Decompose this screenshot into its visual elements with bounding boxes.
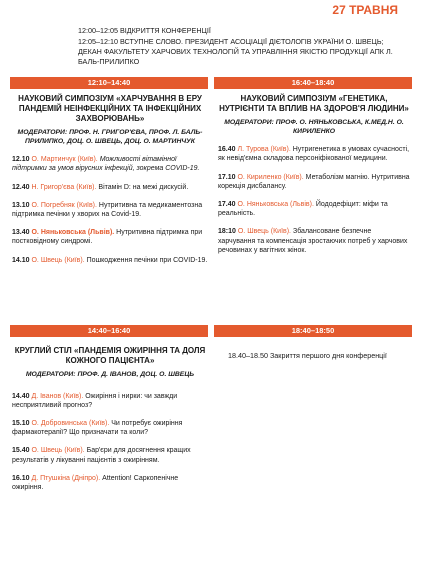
- session-block: [12, 94, 208, 265]
- talk-time: 16.40: [218, 146, 236, 154]
- talk-time: 16.10: [12, 474, 30, 482]
- talk-item: [218, 200, 410, 218]
- talk-speaker: О. Добровинська (Київ).: [31, 420, 110, 427]
- session-title: КРУГЛИЙ СТІЛ «ПАНДЕМІЯ ОЖИРІННЯ ТА ДОЛЯ КОЖНОГО ПАЦІЄНТА»: [14, 346, 206, 365]
- talk-topic: Метаболізм магнію. Нутритивна корекція дисбалансу.: [218, 173, 410, 190]
- talk-speaker: О. Погребняк (Київ).: [31, 201, 97, 209]
- talk-time: 17.10: [218, 173, 236, 181]
- talk-time: 14.40: [12, 392, 30, 400]
- closing-note: 18.40–18.50 Закриття першого дня конференції: [228, 351, 387, 360]
- session-moderators: МОДЕРАТОРИ: ПРОФ. Н. ГРИГОР'ЄВА, ПРОФ. Л. БАЛЬ-ПРИЛИПКО, ДОЦ. О. ШВЕЦЬ, ДОЦ. О. МАРТИНЧУК: [17, 129, 203, 145]
- talk-topic: Нутригенетика в умовах сучасності, як невід'ємна складова персоніфікованої медицини.: [218, 146, 410, 163]
- talk-speaker: О. Кириленко (Київ).: [237, 173, 304, 181]
- talk-item: [12, 256, 208, 265]
- session-moderators: МОДЕРАТОРИ: ПРОФ. О. НЯНЬКОВСЬКА, К.МЕД.Н. О. КИРИЛЕНКО: [224, 119, 404, 135]
- session-time-bar: 12:10–14:40: [10, 77, 208, 89]
- session-block: [12, 346, 208, 492]
- talk-time: 15.40: [12, 447, 30, 455]
- talk-speaker: Л. Турова (Київ).: [237, 146, 291, 154]
- talk-item: [12, 228, 208, 246]
- talk-speaker: О. Няньковська (Львів).: [237, 201, 314, 208]
- talk-item: [12, 474, 208, 492]
- talk-time: 15.10: [12, 420, 30, 427]
- talk-item: [218, 173, 410, 191]
- talk-speaker: О. Мартинчук (Київ).: [31, 156, 98, 164]
- talk-speaker: Н. Григор'єва (Київ).: [31, 183, 97, 191]
- talk-topic: Нутритивна та медикаментозна підтримка печінки у хворих на Covid-19.: [12, 201, 203, 218]
- talk-topic: Attention! Саркопенічне ожиріння.: [12, 474, 179, 492]
- talk-item: [12, 155, 208, 173]
- session-title: НАУКОВИЙ СИМПОЗІУМ «ГЕНЕТИКА, НУТРІЄНТИ ТА ВПЛИВ НА ЗДОРОВ'Я ЛЮДИНИ»: [219, 94, 409, 113]
- talk-time: 12.10: [12, 156, 30, 164]
- talk-item: [12, 201, 208, 219]
- talk-time: 18:10: [218, 228, 236, 236]
- talk-item: [218, 145, 410, 163]
- intro-line: 12:05–12:10 ВСТУПНЕ СЛОВО. ПРЕЗИДЕНТ АСОЦІАЦІЇ ДІЄТОЛОГІВ УКРАЇНИ О. ШВЕЦЬ; ДЕКАН ФАКУЛЬТЕТУ ХАРЧОВИХ ТЕХНОЛОГІЙ ТА УПРАВЛІННЯ ЯКІСТЮ ПРОДУКЦІЇ АПК Л. БАЛЬ-ПРИЛИПКО: [78, 37, 393, 66]
- talk-topic: Збалансоване безпечне харчування та компенсація зростаючих потреб у харчових речовинах у вагітних жінок.: [218, 228, 408, 254]
- talk-topic: Нутритивна підтримка при постковідному синдромі.: [12, 229, 203, 246]
- talk-speaker: О. Няньковська (Львів).: [31, 229, 115, 237]
- talk-time: 14.10: [12, 256, 30, 264]
- talk-speaker: О. Швець (Київ).: [31, 256, 85, 264]
- talk-item: [218, 227, 410, 255]
- talk-topic: Ожиріння і нирки: чи завжди несприятливий прогноз?: [12, 392, 178, 409]
- talk-topic: Пошкодження печінки при COVID-19.: [86, 256, 208, 264]
- intro-block: [78, 26, 398, 68]
- session-moderators: МОДЕРАТОРИ: ПРОФ. Д. ІВАНОВ, ДОЦ. О. ШВЕЦЬ: [25, 371, 195, 378]
- talk-topic: Вітамін D: на межі дискусій.: [98, 183, 189, 191]
- session-title: НАУКОВИЙ СИМПОЗІУМ «ХАРЧУВАННЯ В ЕРУ ПАНДЕМІЙ НЕІНФЕКЦІЙНИХ ТА ІНФЕКЦІЙНИХ ЗАХВОРЮВАНЬ»: [18, 94, 202, 123]
- talk-topic: Бар'єри для досягнення кращих результатів у лікуванні пацієнтів з ожирінням.: [12, 447, 191, 464]
- intro-line: 12:00–12:05 ВІДКРИТТЯ КОНФЕРЕНЦІЇ: [78, 26, 211, 35]
- talk-item: [12, 392, 208, 410]
- talk-topic: Йододефіцит: міфи та реальність.: [218, 201, 388, 218]
- session-time-bar: 18:40–18:50: [214, 325, 412, 337]
- talk-topic: Можливості вітамінної підтримки за умов вірусних інфекцій, зокрема COVID-19.: [12, 156, 200, 173]
- talk-speaker: О. Швець (Київ).: [31, 447, 85, 455]
- talk-time: 12.40: [12, 183, 30, 191]
- talk-topic: Чи потребує ожиріння фармакотерапії? Що призначати та коли?: [12, 420, 183, 437]
- date-header: 27 ТРАВНЯ: [332, 3, 398, 17]
- talk-item: [12, 446, 208, 464]
- talk-item: [12, 419, 208, 437]
- session-time-bar: 14:40–16:40: [10, 325, 208, 337]
- talk-item: [12, 183, 208, 192]
- talk-speaker: Д. Птушкіна (Дніпро).: [31, 474, 101, 482]
- talk-time: 13.10: [12, 201, 30, 209]
- talk-time: 17.40: [218, 201, 236, 208]
- talk-time: 13.40: [12, 229, 30, 237]
- session-time-bar: 16:40–18:40: [214, 77, 412, 89]
- talk-speaker: Д. Іванов (Київ).: [31, 392, 84, 400]
- session-block: [218, 94, 410, 255]
- talk-speaker: О. Швець (Київ).: [237, 228, 292, 236]
